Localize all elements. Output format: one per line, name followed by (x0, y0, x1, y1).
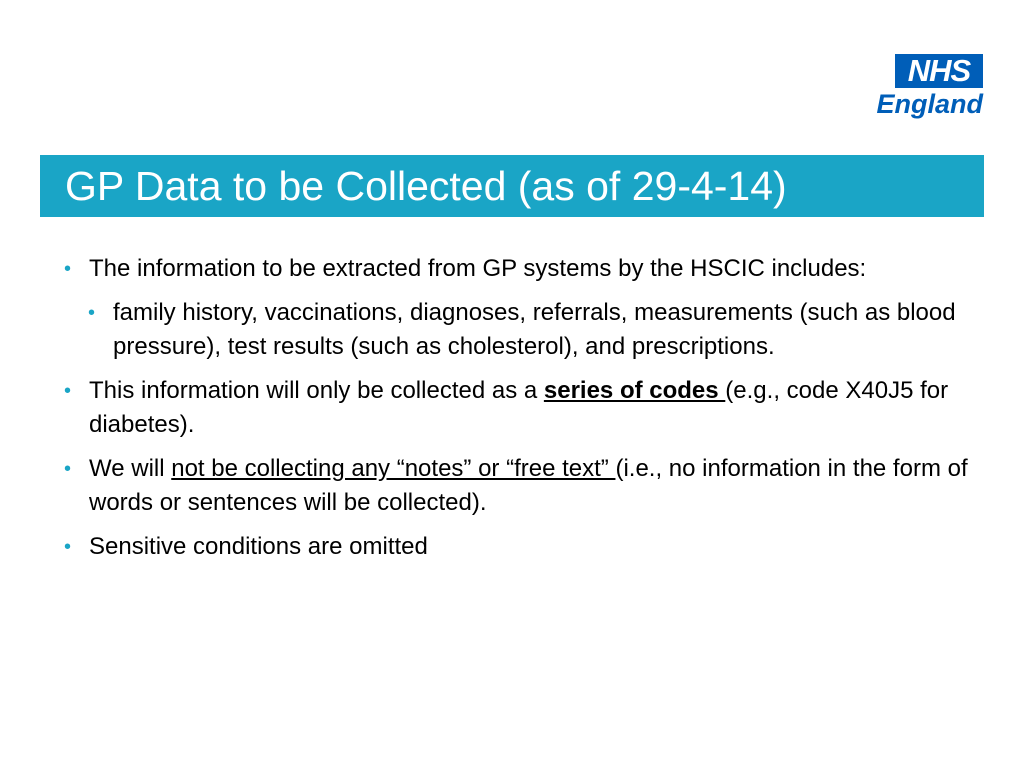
bullet-dot-icon: • (64, 380, 72, 402)
bullet-text-pre: We will (89, 455, 172, 482)
bullet-text: Sensitive conditions are omitted (89, 533, 428, 560)
slide-title: GP Data to be Collected (as of 29-4-14) (65, 163, 787, 209)
bullet-text-post: (e.g., code X40J5 for diabetes). (89, 377, 949, 438)
bullet-item (64, 374, 984, 442)
emphasis-series-of-codes: series of codes (543, 377, 726, 404)
nhs-england-logo (873, 54, 983, 120)
nhs-logo-england-text: England (876, 89, 983, 119)
emphasis-not-collecting-notes: not be collecting any “notes” or “free text” (171, 455, 616, 482)
slide-content (64, 252, 984, 574)
bullet-dot-icon: • (64, 458, 72, 480)
bullet-text-pre: This information will only be collected as a (89, 377, 544, 404)
bullet-dot-icon: • (64, 258, 72, 280)
bullet-item (64, 452, 984, 520)
bullet-text: The information to be extracted from GP systems by the HSCIC includes: (89, 255, 867, 282)
bullet-item (64, 252, 984, 286)
bullet-dot-icon: • (88, 302, 96, 324)
bullet-text-post: (i.e., no information in the form of words or sentences will be collected). (89, 455, 968, 516)
sub-bullet-item (88, 296, 984, 364)
bullet-dot-icon: • (64, 536, 72, 558)
title-bar (40, 155, 984, 217)
nhs-logo-box: NHS (895, 54, 983, 88)
sub-bullet-text: family history, vaccinations, diagnoses, referrals, measurements (such as blood pressure), test results (such as cholesterol), and prescriptions. (113, 299, 956, 360)
bullet-item (64, 530, 984, 564)
